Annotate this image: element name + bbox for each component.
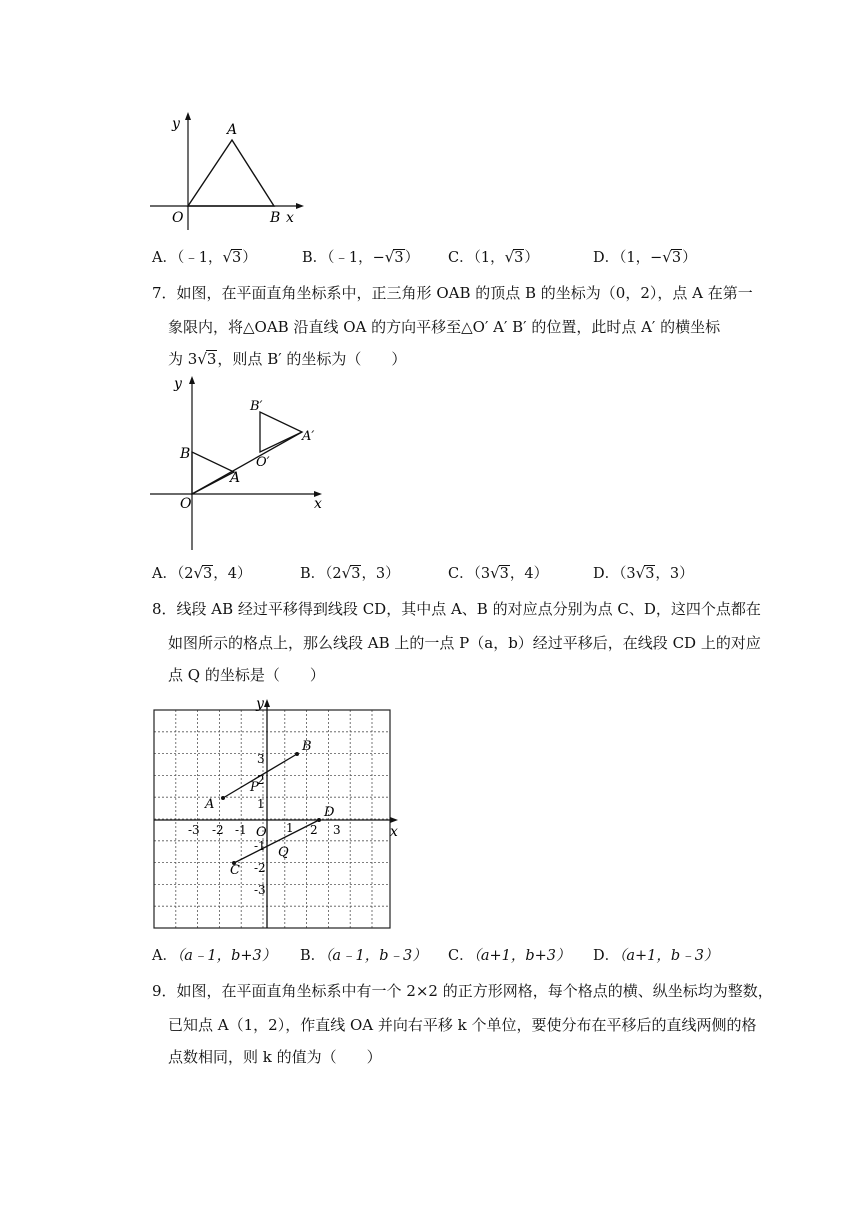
q8-line-3: 点 Q 的坐标是（ ） (168, 666, 325, 684)
q9-line-3: 点数相同，则 k 的值为（ ） (168, 1048, 382, 1066)
tick-y-3: 3 (257, 752, 265, 766)
x-arrow-icon (296, 203, 304, 209)
q8-line-1: 8．线段 AB 经过平移得到线段 CD，其中点 A、B 的对应点分别为点 C、D，这四个点都在 (152, 600, 761, 618)
label-x: x (314, 496, 322, 512)
segment-cd (234, 820, 319, 863)
y-arrow-icon (185, 112, 191, 120)
label-b: B (270, 210, 281, 226)
label-b-prime: B′ (250, 399, 263, 414)
q8-option-c[interactable]: C．（a+1，b+3） (448, 948, 571, 964)
tick-y-1: 1 (257, 797, 265, 811)
label-d: D (324, 805, 335, 820)
label-o: O (172, 210, 184, 226)
label-b: B (180, 446, 191, 462)
label-a-prime: A′ (302, 429, 315, 444)
point-a (221, 796, 225, 800)
q7-line-3: 为 3√3，则点 B′ 的坐标为（ ） (168, 350, 407, 368)
label-p: P (250, 780, 259, 795)
label-q: Q (278, 845, 289, 860)
y-arrow-icon (189, 376, 195, 384)
q7-line-1: 7．如图，在平面直角坐标系中，正三角形 OAB 的顶点 B 的坐标为（0，2），点 A 在第一 (152, 284, 753, 302)
label-y: y (172, 116, 180, 132)
q8-option-b[interactable]: B．（a﹣1，b﹣3） (300, 948, 427, 964)
label-o-prime: O′ (256, 455, 270, 470)
label-c: C (230, 863, 240, 878)
q6-option-b[interactable]: B．（﹣1，−√3） (302, 248, 420, 266)
line-oa (192, 432, 302, 494)
tick-y-neg1: -1 (254, 839, 266, 853)
tick-x-neg1: -1 (235, 823, 247, 837)
q7-line-2: 象限内，将△OAB 沿直线 OA 的方向平移至△O′ A′ B′ 的位置，此时点 A′ 的横坐标 (168, 318, 721, 336)
label-a: A (227, 122, 238, 138)
q6-option-c[interactable]: C．（1，√3） (448, 248, 539, 266)
q8-grid-figure (150, 696, 410, 932)
q7-option-b[interactable]: B．（2√3，3） (300, 564, 400, 582)
triangle-oab-prime (260, 412, 302, 452)
tick-x-2: 2 (310, 823, 318, 837)
q9-line-2: 已知点 A（1，2），作直线 OA 并向右平移 k 个单位，要使分布在平移后的直线两侧的格 (168, 1016, 757, 1034)
tick-x-3: 3 (333, 823, 341, 837)
point-d (317, 818, 321, 822)
q7-option-a[interactable]: A．（2√3，4） (152, 564, 252, 582)
q6-option-a[interactable]: A．（﹣1，√3） (152, 248, 257, 266)
label-b: B (302, 739, 312, 754)
triangle-oab (192, 452, 234, 494)
q8-line-2: 如图所示的格点上，那么线段 AB 上的一点 P（a，b）经过平移后，在线段 CD 上的对应 (168, 634, 761, 652)
q6-option-d[interactable]: D．（1，−√3） (593, 248, 697, 266)
tick-y-2: 2 (257, 773, 265, 787)
tick-x-neg3: -3 (188, 823, 200, 837)
x-arrow-icon (390, 817, 398, 823)
label-o: O (256, 825, 267, 840)
q7-option-c[interactable]: C．（3√3，4） (448, 564, 549, 582)
label-a: A (205, 797, 215, 812)
q6-figure (150, 110, 310, 232)
y-arrow-icon (264, 699, 270, 707)
tick-y-neg2: -2 (254, 861, 266, 875)
tick-x-1: 1 (286, 821, 294, 835)
q9-line-1: 9．如图，在平面直角坐标系中有一个 2×2 的正方形网格，每个格点的横、纵坐标均为整数， (152, 982, 773, 1000)
label-a: A (230, 470, 241, 486)
tick-y-neg3: -3 (254, 883, 266, 897)
tick-x-neg2: -2 (212, 823, 224, 837)
label-y: y (174, 376, 182, 392)
q7-figure (150, 370, 330, 552)
q8-option-d[interactable]: D．（a+1，b﹣3） (593, 948, 719, 964)
label-x: x (286, 210, 294, 226)
label-o: O (180, 496, 192, 512)
label-y: y (256, 696, 264, 712)
point-b (295, 752, 299, 756)
q7-option-d[interactable]: D．（3√3，3） (593, 564, 694, 582)
label-x: x (390, 824, 398, 840)
q8-option-a[interactable]: A．（a﹣1，b+3） (152, 948, 277, 964)
triangle-oab (188, 140, 274, 206)
grid-lines (154, 710, 390, 928)
